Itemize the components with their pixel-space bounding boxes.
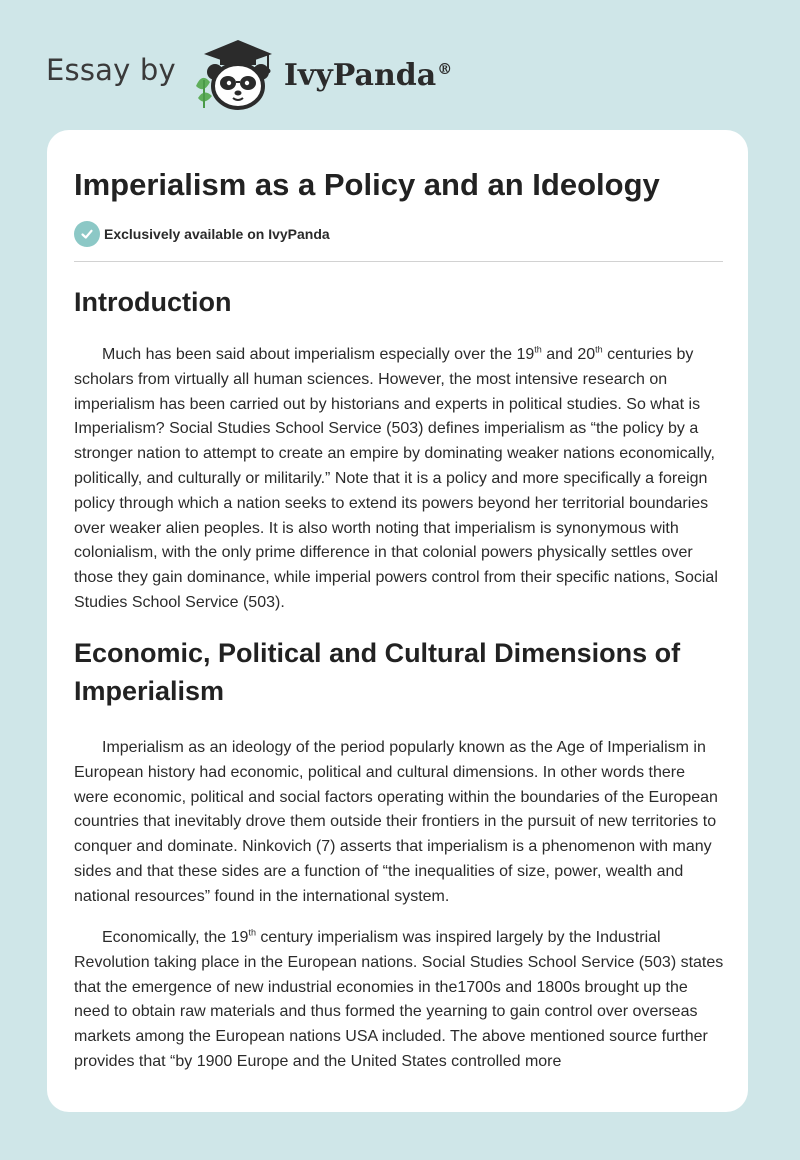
badge-label: Exclusively available on IvyPanda: [104, 226, 330, 242]
paragraph: Much has been said about imperialism especially over the 19th and 20th centuries by scholars from virtually all human sciences. However, the most intensive research on imperialism has been carried out by historians and experts in political studies. So what is Imperialism? Social Studies School Service (503) defines imperialism as “the policy by a stronger nation to attempt to create an empire by dominating weaker nations economically, politically, and culturally or militarily.” Note that it is a policy and more specifically a foreign policy through which a nation seeks to extend its powers beyond her territorial boundaries over weaker alien peoples. It is also worth noting that imperialism is synonymous with colonialism, with the only prime difference in that colonial powers physically settles over those they gain dominance, while imperial powers control from their specific nations, Social Studies School Service (503).: [74, 344, 718, 611]
section-heading-dimensions: Economic, Political and Cultural Dimensions of Imperialism: [74, 638, 681, 706]
brand-name[interactable]: [284, 58, 452, 93]
brand-text: IvyPanda: [283, 57, 437, 93]
paragraph: Imperialism as an ideology of the period popularly known as the Age of Imperialism in European history had economic, political and cultural dimensions. In other words there were economic, political and social factors operating within the boundaries of the European countries that inevitably drove them outside their frontiers in the pursuit of new territories to conquer and dominate. Ninkovich (7) asserts that imperialism is a phenomenon with many sides and that these sides are a function of “the inequalities of size, power, wealth and national resources” found in the international system.: [74, 739, 718, 905]
divider: [74, 261, 723, 262]
page-title: Imperialism as a Policy and an Ideology: [74, 167, 660, 202]
registered-mark: ®: [437, 59, 453, 78]
paragraph: Economically, the 19th century imperialism was inspired largely by the Industrial Revolution taking place in the European nations. Social Studies School Service (503) states that the emergence of new industrial economies in the1700s and 1800s brought up the need to obtain raw materials and thus formed the yearning to gain control over overseas markets among the European nations USA included. The above mentioned source further provides that “by 1900 Europe and the United States controlled more: [74, 927, 724, 1070]
panda-logo-icon[interactable]: [190, 36, 282, 112]
essay-card: [47, 130, 748, 1112]
section-heading-introduction: Introduction: [74, 287, 232, 317]
exclusive-badge: [74, 221, 330, 247]
essay-by-label: Essay by: [46, 53, 176, 87]
site-header: [46, 34, 452, 114]
check-icon: [74, 221, 100, 247]
